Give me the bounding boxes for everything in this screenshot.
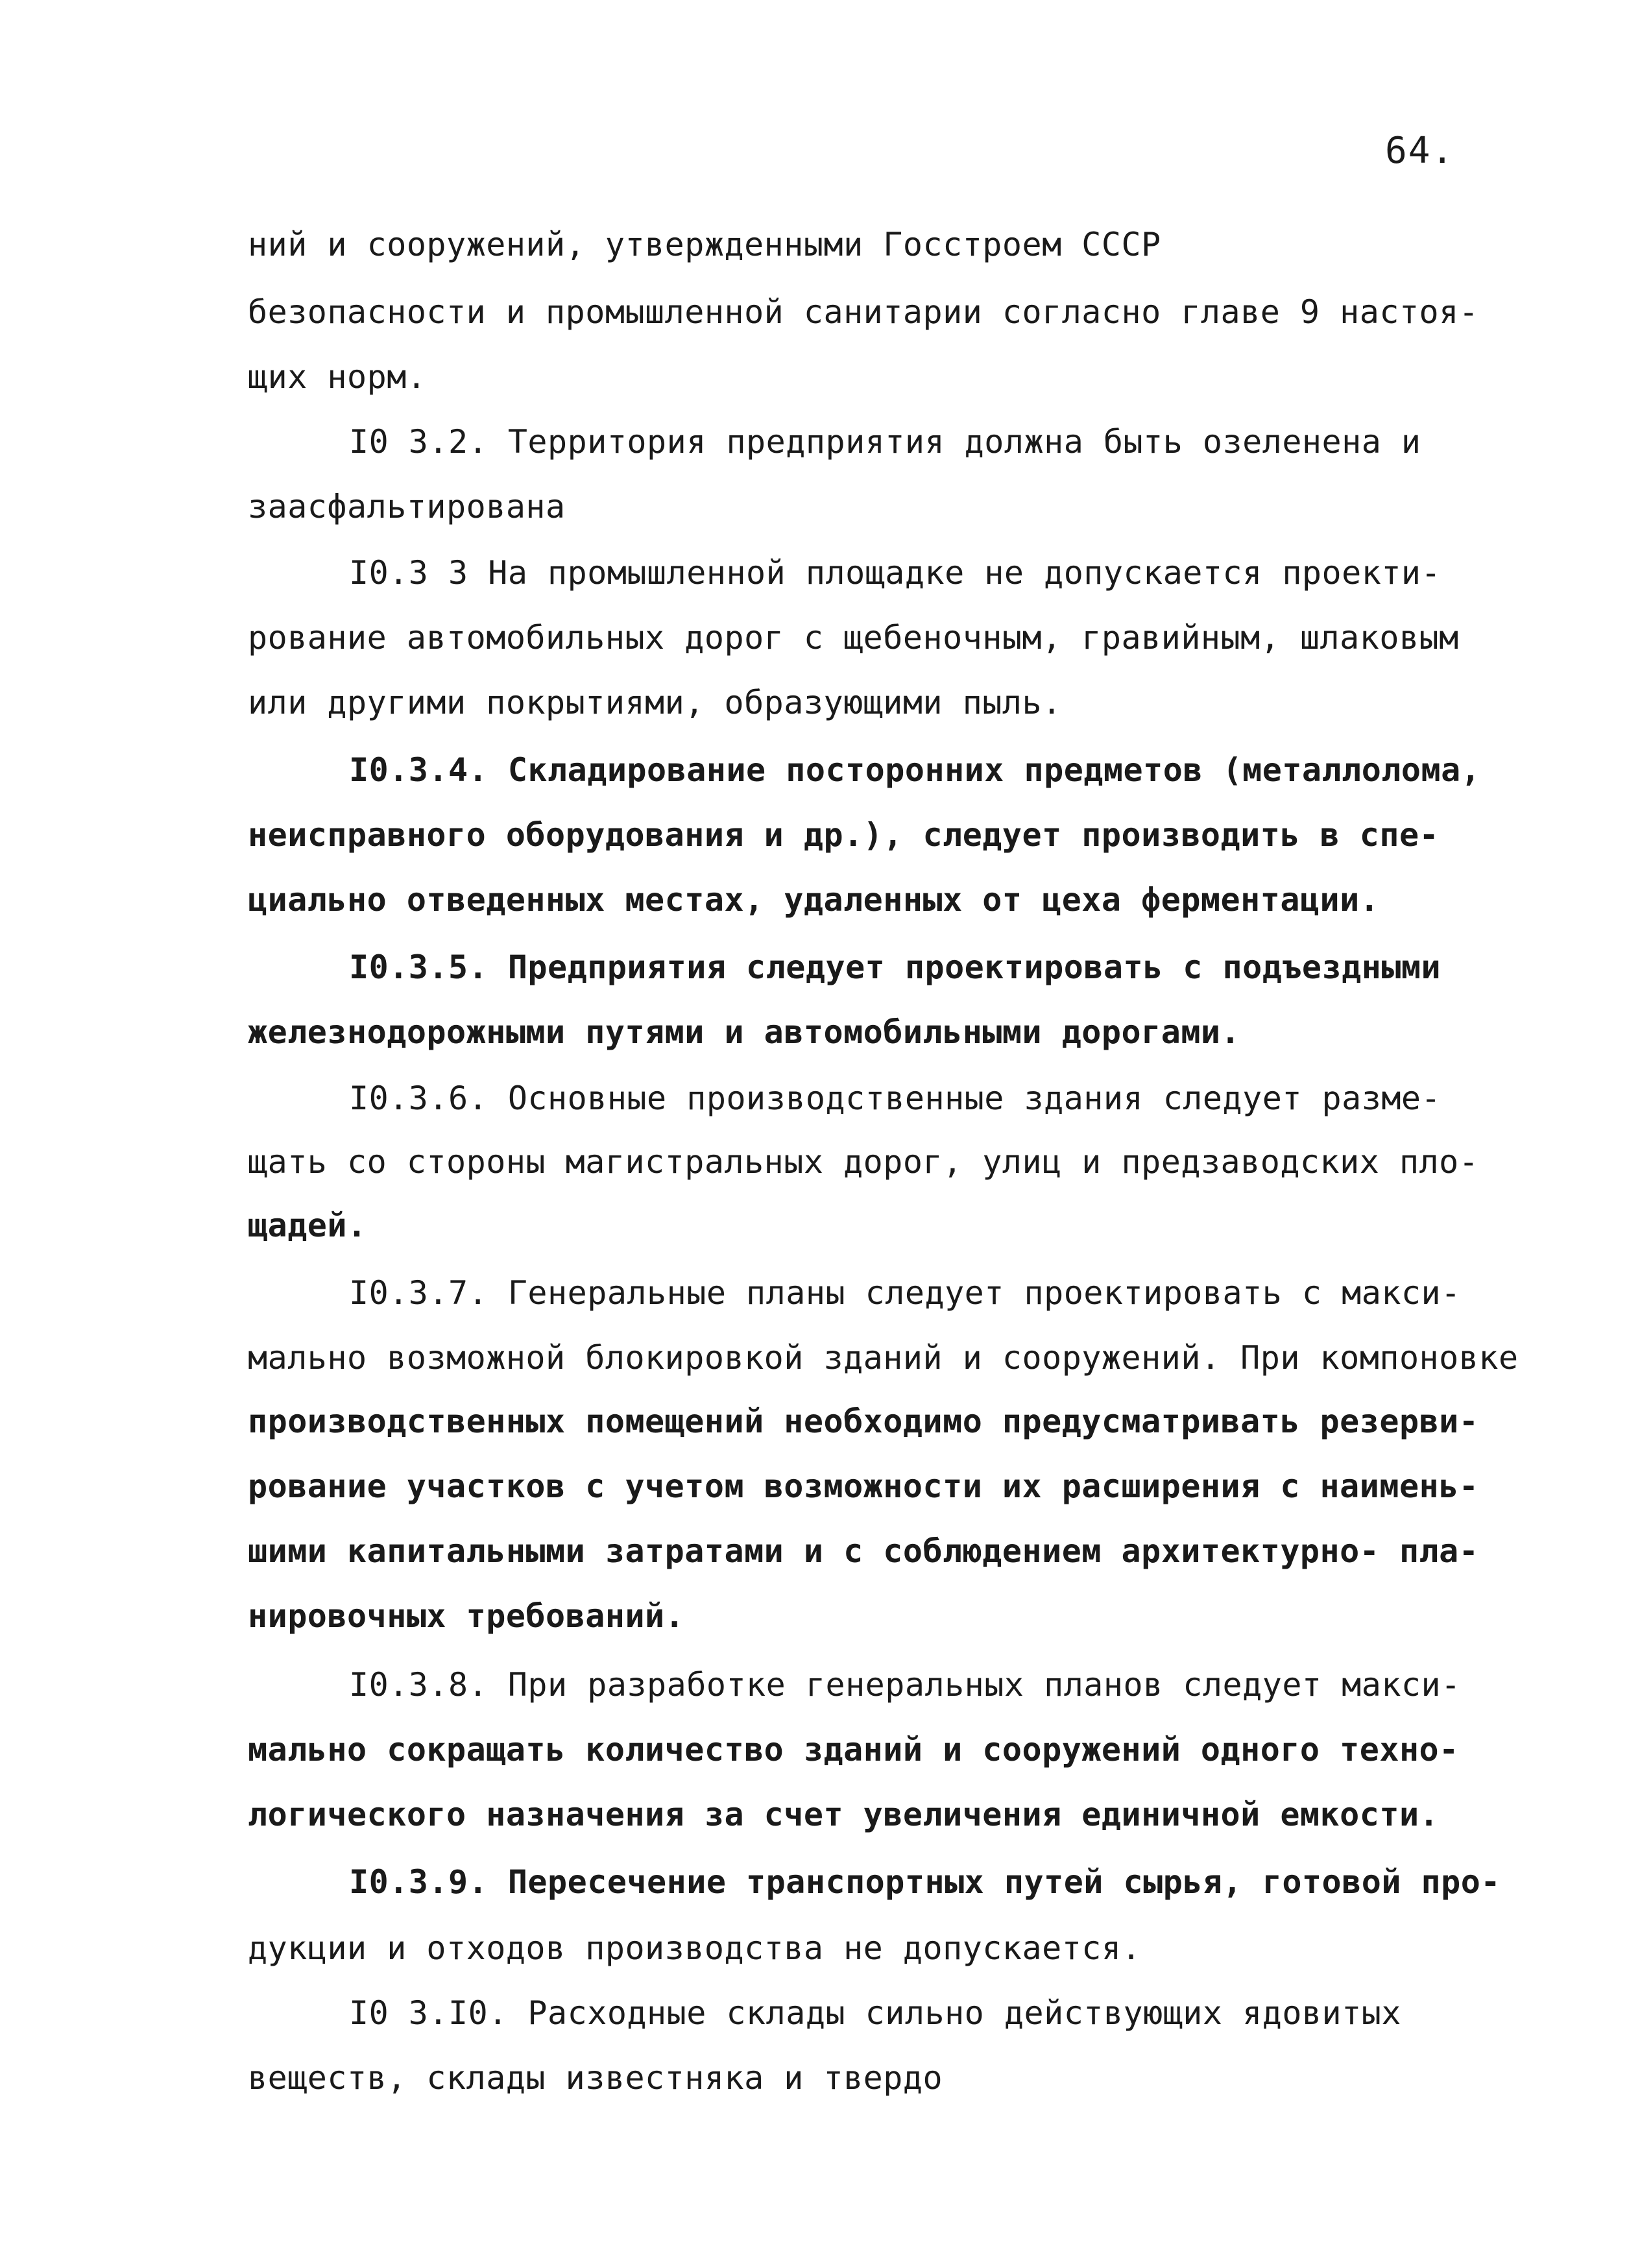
text-line: неисправного оборудования и др.), следует производить в спе- [248, 816, 1440, 854]
text-line: I0.3.7. Генеральные планы следует проектировать с макси- [349, 1274, 1461, 1312]
text-line: рование участков с учетом возможности их расширения с наимень- [248, 1467, 1479, 1505]
text-line: I0 3.I0. Расходные склады сильно действующих ядовитых [349, 1994, 1401, 2032]
text-line: заасфальтирована [248, 488, 566, 525]
text-line: щадей. [248, 1207, 367, 1244]
text-line: I0.3.6. Основные производственные здания следует разме- [349, 1080, 1441, 1117]
text-line: логического назначения за счет увеличения единичной емкости. [248, 1796, 1440, 1833]
text-line: ний и сооружений, утвержденными Госстроем СССР [248, 226, 1161, 263]
text-line: нировочных требований. [248, 1597, 685, 1635]
text-line: I0.3.9. Пересечение транспортных путей сырья, готовой про- [349, 1863, 1501, 1901]
text-line: циально отведенных местах, удаленных от цеха ферментации. [248, 881, 1380, 919]
text-line: I0.3 3 На промышленной площадке не допускается проекти- [349, 554, 1441, 592]
text-line: мально сокращать количество зданий и сооружений одного техно- [248, 1731, 1459, 1768]
text-line: веществ, склады известняка и твердо [248, 2059, 943, 2097]
text-line: щих норм. [248, 358, 427, 396]
text-line: шими капитальными затратами и с соблюдением архитектурно- пла- [248, 1532, 1479, 1570]
text-line: или другими покрытиями, образующими пыль. [248, 684, 1062, 721]
text-line: безопасности и промышленной санитарии согласно главе 9 настоя- [248, 293, 1479, 331]
text-line: I0 3.2. Территория предприятия должна быть озеленена и [349, 423, 1421, 461]
page-number: 64. [1385, 130, 1455, 172]
text-line: производственных помещений необходимо предусматривать резерви- [248, 1403, 1479, 1440]
text-line: мально возможной блокировкой зданий и сооружений. При компоновке [248, 1339, 1519, 1377]
text-line: железнодорожными путями и автомобильными дорогами. [248, 1013, 1241, 1051]
text-line: I0.3.4. Складирование посторонних предметов (металлолома, [349, 751, 1481, 789]
text-line: рование автомобильных дорог с щебеночным, гравийным, шлаковым [248, 619, 1459, 657]
text-line: I0.3.8. При разработке генеральных планов следует макси- [349, 1666, 1461, 1704]
text-line: щать со стороны магистральных дорог, улиц и предзаводских пло- [248, 1143, 1479, 1181]
text-line: I0.3.5. Предприятия следует проектировать с подъездными [349, 948, 1441, 986]
text-line: дукции и отходов производства не допускается. [248, 1929, 1142, 1967]
